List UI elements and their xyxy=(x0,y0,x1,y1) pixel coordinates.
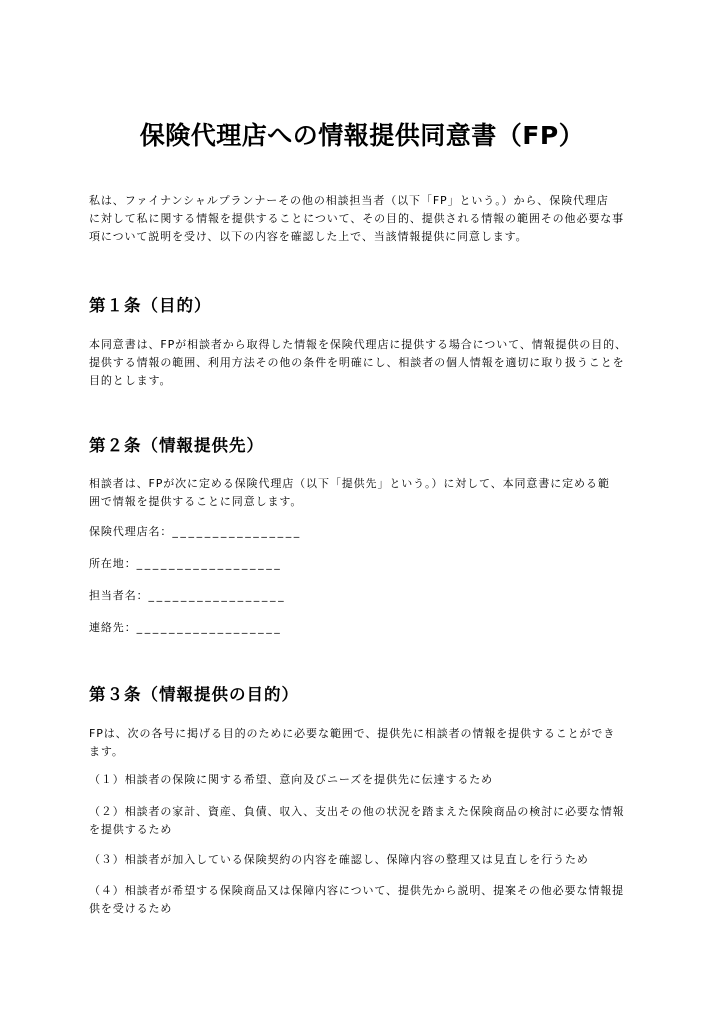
article1-line: 本同意書は、FPが相談者から取得した情報を保険代理店に提供する場合について、情報提供の目的、 xyxy=(89,338,627,351)
list-item-line: を提供するため xyxy=(89,823,173,836)
list-item xyxy=(89,771,493,789)
field-address[interactable] xyxy=(89,555,282,573)
field-blank-line[interactable]: __________________ xyxy=(136,621,283,634)
intro-line: 項について説明を受け、以下の内容を確認した上で、当該情報提供に同意します。 xyxy=(89,230,528,243)
list-item-line: （２）相談者の家計、資産、負債、収入、支出その他の状況を踏まえた保険商品の検討に必要な情報 xyxy=(89,805,625,818)
field-label: 所在地： xyxy=(89,557,137,570)
article1-line: 目的とします。 xyxy=(89,374,172,387)
field-label: 連絡先： xyxy=(89,621,137,634)
intro-line: 私は、ファイナンシャルプランナーその他の相談担当者（以下「FP」という。）から、保険代理店 xyxy=(89,194,609,207)
field-label: 保険代理店名： xyxy=(89,525,173,538)
document-title: 保険代理店への情報提供同意書（FP） xyxy=(139,121,585,150)
list-item xyxy=(89,851,589,869)
field-agency-name[interactable] xyxy=(89,523,302,541)
intro-line: に対して私に関する情報を提供することについて、その目的、提供される情報の範囲その他必要な事 xyxy=(89,212,625,225)
list-item-line: 供を受けるため xyxy=(89,902,173,915)
article3-body xyxy=(89,725,649,761)
article3-heading: 第３条（情報提供の目的） xyxy=(89,685,299,704)
list-item-line: （１）相談者の保険に関する希望、意向及びニーズを提供先に伝達するため xyxy=(89,773,494,786)
intro-paragraph xyxy=(89,192,649,246)
article2-heading: 第２条（情報提供先） xyxy=(89,436,264,455)
field-blank-line[interactable]: ________________ xyxy=(172,525,302,538)
list-item xyxy=(89,803,625,839)
field-blank-line[interactable]: _________________ xyxy=(148,589,287,602)
field-label: 担当者名： xyxy=(89,589,149,602)
list-item xyxy=(89,882,624,918)
article1-heading: 第１条（目的） xyxy=(89,296,212,315)
article3-line: ます。 xyxy=(89,745,124,758)
list-item-line: （３）相談者が加入している保険契約の内容を確認し、保障内容の整理又は見直しを行うため xyxy=(89,853,589,866)
list-item-line: （４）相談者が希望する保険商品又は保障内容について、提供先から説明、提案その他必要な情報提 xyxy=(89,884,625,897)
article1-line: 提供する情報の範囲、利用方法その他の条件を明確にし、相談者の個人情報を適切に取り扱うことを xyxy=(89,356,625,369)
field-contact-person[interactable] xyxy=(89,587,286,605)
article2-body xyxy=(89,475,649,511)
article2-line: 囲で情報を提供することに同意します。 xyxy=(89,495,303,508)
article1-body xyxy=(89,336,649,390)
field-blank-line[interactable]: __________________ xyxy=(136,557,283,570)
article2-line: 相談者は、FPが次に定める保険代理店（以下「提供先」という。）に対して、本同意書に定める範 xyxy=(89,477,610,490)
article3-line: FPは、次の各号に掲げる目的のために必要な範囲で、提供先に相談者の情報を提供することができ xyxy=(89,727,616,740)
field-phone[interactable] xyxy=(89,619,282,637)
